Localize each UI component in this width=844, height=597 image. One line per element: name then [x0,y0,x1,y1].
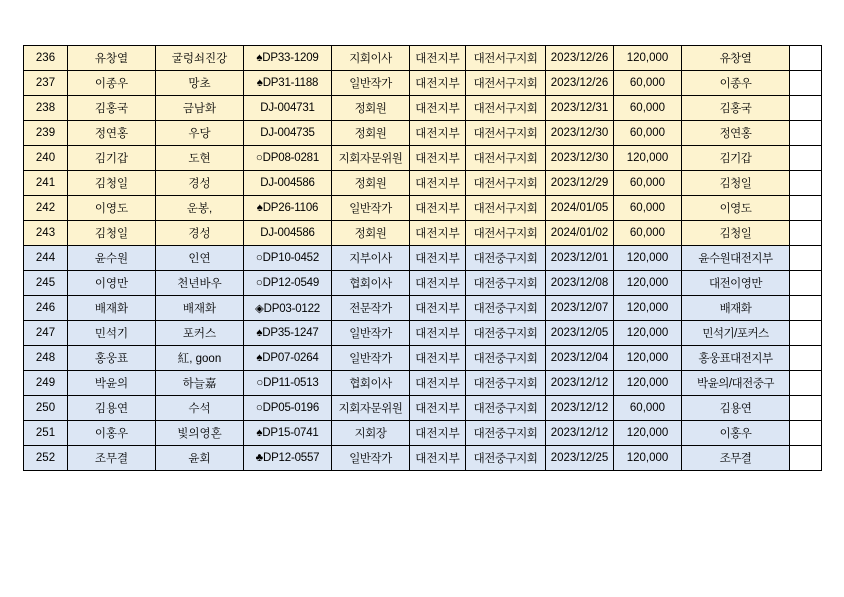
table-cell[interactable]: 2023/12/29 [546,171,614,196]
table-cell[interactable]: 대전서구지회 [466,221,546,246]
table-cell[interactable]: 김홍국 [682,96,790,121]
table-cell[interactable]: 하늘嘉 [156,371,244,396]
table-cell[interactable]: 대전지부 [410,171,466,196]
table-cell[interactable]: 대전중구지회 [466,246,546,271]
table-cell[interactable]: 대전지부 [410,371,466,396]
table-cell[interactable]: 248 [24,346,68,371]
table-cell[interactable]: 2023/12/25 [546,446,614,471]
table-cell[interactable]: 배재화 [68,296,156,321]
table-row[interactable] [24,396,822,421]
table-cell[interactable]: 60,000 [614,196,682,221]
table-cell[interactable]: 빛의영혼 [156,421,244,446]
table-cell[interactable]: 대전중구지회 [466,446,546,471]
table-cell[interactable]: 252 [24,446,68,471]
table-cell[interactable]: 김기갑 [68,146,156,171]
table-cell[interactable] [790,71,822,96]
table-cell[interactable]: 일반작가 [332,196,410,221]
table-cell[interactable] [790,46,822,71]
table-cell[interactable]: ○DP11-0513 [244,371,332,396]
table-row[interactable] [24,371,822,396]
table-cell[interactable]: DJ-004735 [244,121,332,146]
table-cell[interactable]: 2023/12/26 [546,46,614,71]
table-cell[interactable]: 배재화 [682,296,790,321]
table-cell[interactable]: 윤수원 [68,246,156,271]
table-cell[interactable]: ○DP05-0196 [244,396,332,421]
table-cell[interactable] [790,296,822,321]
table-cell[interactable]: 정회원 [332,121,410,146]
table-cell[interactable]: 120,000 [614,246,682,271]
table-cell[interactable]: 2023/12/30 [546,146,614,171]
table-cell[interactable] [790,121,822,146]
table-cell[interactable]: 대전지부 [410,396,466,421]
table-cell[interactable]: ♠DP31-1188 [244,71,332,96]
table-cell[interactable]: DJ-004586 [244,171,332,196]
table-cell[interactable]: 120,000 [614,271,682,296]
table-cell[interactable]: 이종우 [68,71,156,96]
table-cell[interactable]: 대전지부 [410,346,466,371]
table-cell[interactable]: 경성 [156,171,244,196]
table-cell[interactable]: 이홍우 [682,421,790,446]
table-cell[interactable]: 대전지부 [410,296,466,321]
table-cell[interactable]: 60,000 [614,171,682,196]
table-cell[interactable]: 120,000 [614,296,682,321]
table-cell[interactable]: 지회자문위원 [332,146,410,171]
table-cell[interactable]: 우당 [156,121,244,146]
table-cell[interactable]: 2024/01/05 [546,196,614,221]
table-cell[interactable]: 대전서구지회 [466,121,546,146]
table-cell[interactable]: DJ-004731 [244,96,332,121]
table-cell[interactable] [790,446,822,471]
table-cell[interactable]: 대전지부 [410,71,466,96]
table-cell[interactable]: 민석기/포커스 [682,321,790,346]
table-cell[interactable] [790,246,822,271]
table-cell[interactable]: 대전서구지회 [466,171,546,196]
table-cell[interactable]: 249 [24,371,68,396]
table-cell[interactable]: 대전이영만 [682,271,790,296]
records-table [23,45,822,471]
table-cell[interactable]: 대전서구지회 [466,71,546,96]
table-cell[interactable] [790,396,822,421]
table-cell[interactable]: ♠DP33-1209 [244,46,332,71]
table-cell[interactable]: 일반작가 [332,446,410,471]
table-cell[interactable]: 대전지부 [410,246,466,271]
table-cell[interactable]: 247 [24,321,68,346]
table-cell[interactable]: 2023/12/12 [546,371,614,396]
table-body [24,46,822,471]
table-cell[interactable] [790,271,822,296]
table-cell[interactable]: 지회자문위원 [332,396,410,421]
table-cell[interactable] [790,421,822,446]
table-cell[interactable]: 240 [24,146,68,171]
table-cell[interactable]: 조무결 [682,446,790,471]
table-cell[interactable]: 홍웅표 [68,346,156,371]
table-cell[interactable]: 유창열 [682,46,790,71]
table-cell[interactable]: 포커스 [156,321,244,346]
table-cell[interactable] [790,171,822,196]
table-cell[interactable]: ♠DP15-0741 [244,421,332,446]
table-cell[interactable]: 250 [24,396,68,421]
table-row[interactable] [24,446,822,471]
table-cell[interactable]: 박윤의 [68,371,156,396]
table-cell[interactable]: 전문작가 [332,296,410,321]
table-cell[interactable]: 대전서구지회 [466,196,546,221]
table-cell[interactable]: 120,000 [614,421,682,446]
table-cell[interactable]: 2023/12/12 [546,396,614,421]
table-cell[interactable]: 2024/01/02 [546,221,614,246]
table-cell[interactable]: 김청일 [682,221,790,246]
table-cell[interactable]: 대전중구지회 [466,421,546,446]
table-cell[interactable]: 2023/12/04 [546,346,614,371]
table-cell[interactable]: ○DP10-0452 [244,246,332,271]
table-cell[interactable]: 대전지부 [410,421,466,446]
table-cell[interactable]: 윤수원대전지부 [682,246,790,271]
table-cell[interactable]: 천년바우 [156,271,244,296]
table-cell[interactable]: 협회이사 [332,371,410,396]
table-cell[interactable]: 紅, goon [156,346,244,371]
table-cell[interactable]: 2023/12/31 [546,96,614,121]
table-cell[interactable]: 2023/12/08 [546,271,614,296]
table-cell[interactable]: 김용연 [68,396,156,421]
table-cell[interactable]: 일반작가 [332,321,410,346]
table-cell[interactable]: 120,000 [614,446,682,471]
table-row[interactable] [24,146,822,171]
table-cell[interactable] [790,196,822,221]
table-cell[interactable]: 120,000 [614,146,682,171]
table-cell[interactable]: 120,000 [614,46,682,71]
table-cell[interactable]: 대전지부 [410,271,466,296]
table-row[interactable] [24,221,822,246]
table-cell[interactable]: 60,000 [614,396,682,421]
table-cell[interactable]: 협회이사 [332,271,410,296]
table-cell[interactable]: 유창열 [68,46,156,71]
table-cell[interactable] [790,221,822,246]
table-cell[interactable]: 이홍우 [68,421,156,446]
table-cell[interactable]: 대전지부 [410,121,466,146]
table-cell[interactable]: ♠DP35-1247 [244,321,332,346]
table-cell[interactable]: 이영도 [682,196,790,221]
table-cell[interactable]: 정연홍 [68,121,156,146]
table-cell[interactable]: 대전서구지회 [466,46,546,71]
table-cell[interactable]: 대전지부 [410,446,466,471]
table-cell[interactable]: 정회원 [332,221,410,246]
table-cell[interactable] [790,321,822,346]
table-cell[interactable]: 김용연 [682,396,790,421]
table-cell[interactable]: 이종우 [682,71,790,96]
table-cell[interactable]: 일반작가 [332,71,410,96]
table-cell[interactable]: 대전지부 [410,96,466,121]
table-cell[interactable]: 대전중구지회 [466,321,546,346]
table-cell[interactable]: 지부이사 [332,246,410,271]
table-cell[interactable]: 망초 [156,71,244,96]
table-cell[interactable]: 대전지부 [410,146,466,171]
table-row[interactable] [24,46,822,71]
table-cell[interactable]: 2023/12/26 [546,71,614,96]
table-cell[interactable]: 지회이사 [332,46,410,71]
table-cell[interactable]: 대전중구지회 [466,271,546,296]
table-cell[interactable]: 60,000 [614,71,682,96]
table-cell[interactable]: 대전서구지회 [466,96,546,121]
table-cell[interactable]: 2023/12/07 [546,296,614,321]
table-row[interactable] [24,246,822,271]
table-cell[interactable]: 이영만 [68,271,156,296]
table-cell[interactable]: 120,000 [614,346,682,371]
table-cell[interactable]: 241 [24,171,68,196]
table-cell[interactable]: 60,000 [614,96,682,121]
table-cell[interactable]: 배재화 [156,296,244,321]
table-row[interactable] [24,346,822,371]
table-cell[interactable]: 243 [24,221,68,246]
table-cell[interactable]: ♠DP26-1106 [244,196,332,221]
table-cell[interactable]: 지회장 [332,421,410,446]
table-cell[interactable]: 이영도 [68,196,156,221]
table-cell[interactable]: 대전지부 [410,221,466,246]
table-cell[interactable]: 김기갑 [682,146,790,171]
table-cell[interactable]: 239 [24,121,68,146]
table-cell[interactable] [790,371,822,396]
table-cell[interactable]: 244 [24,246,68,271]
table-cell[interactable]: 236 [24,46,68,71]
table-cell[interactable]: 2023/12/30 [546,121,614,146]
table-cell[interactable]: 대전지부 [410,196,466,221]
table-cell[interactable]: 120,000 [614,371,682,396]
table-cell[interactable]: 김홍국 [68,96,156,121]
table-cell[interactable]: 238 [24,96,68,121]
table-cell[interactable]: 김청일 [68,171,156,196]
table-cell[interactable]: 금남화 [156,96,244,121]
table-row[interactable] [24,296,822,321]
table-cell[interactable]: 민석기 [68,321,156,346]
table-cell[interactable]: ◈DP03-0122 [244,296,332,321]
table-row[interactable] [24,121,822,146]
table-cell[interactable]: 박윤의/대전중구 [682,371,790,396]
table-cell[interactable]: 경성 [156,221,244,246]
table-row[interactable] [24,171,822,196]
table-cell[interactable]: 대전지부 [410,46,466,71]
table-cell[interactable]: ♣DP12-0557 [244,446,332,471]
table-row[interactable] [24,421,822,446]
table-cell[interactable]: 245 [24,271,68,296]
table-cell[interactable]: 2023/12/05 [546,321,614,346]
table-cell[interactable]: 대전지부 [410,321,466,346]
table-cell[interactable]: ○DP08-0281 [244,146,332,171]
table-cell[interactable]: 251 [24,421,68,446]
table-cell[interactable]: 굴렁쇠진강 [156,46,244,71]
table-cell[interactable]: 120,000 [614,321,682,346]
table-cell[interactable]: 인연 [156,246,244,271]
table-cell[interactable]: 정회원 [332,171,410,196]
table-cell[interactable]: 김청일 [68,221,156,246]
table-cell[interactable]: DJ-004586 [244,221,332,246]
table-cell[interactable]: 정회원 [332,96,410,121]
table-cell[interactable]: 242 [24,196,68,221]
table-cell[interactable]: 60,000 [614,121,682,146]
table-row[interactable] [24,321,822,346]
table-cell[interactable]: ♠DP07-0264 [244,346,332,371]
table-cell[interactable]: 246 [24,296,68,321]
table-cell[interactable]: 2023/12/01 [546,246,614,271]
table-cell[interactable]: 237 [24,71,68,96]
table-row[interactable] [24,271,822,296]
table-cell[interactable]: 일반작가 [332,346,410,371]
table-cell[interactable]: 조무결 [68,446,156,471]
table-cell[interactable] [790,346,822,371]
table-cell[interactable]: 2023/12/12 [546,421,614,446]
table-cell[interactable]: 운봉, [156,196,244,221]
table-row[interactable] [24,71,822,96]
table-cell[interactable]: 정연홍 [682,121,790,146]
table-cell[interactable]: 홍웅표대전지부 [682,346,790,371]
table-row[interactable] [24,196,822,221]
table-cell[interactable]: 60,000 [614,221,682,246]
table-cell[interactable]: 대전서구지회 [466,146,546,171]
table-cell[interactable]: 김청일 [682,171,790,196]
table-row[interactable] [24,96,822,121]
table-cell[interactable]: 대전중구지회 [466,296,546,321]
table-cell[interactable] [790,96,822,121]
table-cell[interactable]: 대전중구지회 [466,346,546,371]
table-cell[interactable] [790,146,822,171]
table-cell[interactable]: 수석 [156,396,244,421]
table-cell[interactable]: 대전중구지회 [466,396,546,421]
table-cell[interactable]: ○DP12-0549 [244,271,332,296]
table-cell[interactable]: 윤회 [156,446,244,471]
table-cell[interactable]: 도현 [156,146,244,171]
table-cell[interactable]: 대전중구지회 [466,371,546,396]
